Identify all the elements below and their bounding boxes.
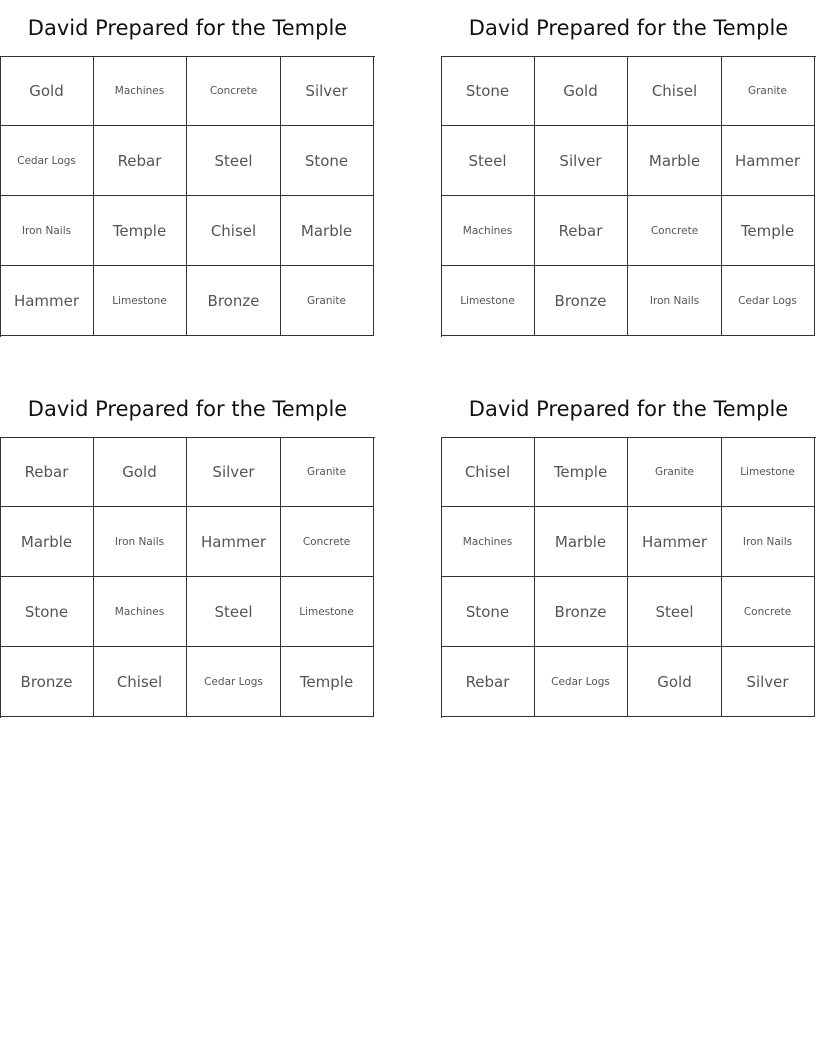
grid-cell: Hammer (187, 507, 281, 577)
grid-cell: Chisel (93, 647, 187, 717)
bingo-grid (441, 437, 816, 718)
grid-cell: Bronze (534, 266, 628, 336)
grid-cell: Silver (280, 56, 374, 126)
grid-cell: Steel (187, 126, 281, 196)
grid-cell: Stone (280, 126, 374, 196)
grid-cell: Rebar (0, 437, 94, 507)
grid-cell: Cedar Logs (187, 647, 281, 717)
grid-cell: Rebar (93, 126, 187, 196)
bingo-grid (441, 56, 816, 337)
grid-cell: Gold (0, 56, 94, 126)
grid-cell: Cedar Logs (0, 126, 94, 196)
grid-cell: Bronze (0, 647, 94, 717)
grid-cell: Granite (280, 437, 374, 507)
grid-cell: Granite (721, 56, 815, 126)
grid-cell: Concrete (187, 56, 281, 126)
grid-cell: Stone (441, 56, 535, 126)
grid-cell: Chisel (441, 437, 535, 507)
grid-cell: Marble (628, 126, 722, 196)
grid-cell: Gold (93, 437, 187, 507)
grid-cell: Stone (441, 577, 535, 647)
grid-cell: Concrete (280, 507, 374, 577)
grid-cell: Concrete (628, 196, 722, 266)
grid-cell: Gold (534, 56, 628, 126)
grid-cell: Bronze (534, 577, 628, 647)
grid-cell: Stone (0, 577, 94, 647)
grid-cell: Cedar Logs (721, 266, 815, 336)
grid-cell: Silver (187, 437, 281, 507)
card-title: David Prepared for the Temple (468, 16, 789, 40)
bingo-grid (0, 437, 375, 718)
grid-cell: Limestone (93, 266, 187, 336)
grid-cell: Silver (721, 647, 815, 717)
card-title: David Prepared for the Temple (27, 397, 348, 421)
grid-cell: Hammer (0, 266, 94, 336)
grid-cell: Marble (534, 507, 628, 577)
grid-cell: Chisel (628, 56, 722, 126)
grid-cell: Steel (628, 577, 722, 647)
grid-cell: Iron Nails (628, 266, 722, 336)
grid-cell: Cedar Logs (534, 647, 628, 717)
grid-cell: Rebar (534, 196, 628, 266)
grid-cell: Machines (441, 196, 535, 266)
grid-cell: Iron Nails (0, 196, 94, 266)
grid-cell: Concrete (721, 577, 815, 647)
grid-cell: Chisel (187, 196, 281, 266)
card-title: David Prepared for the Temple (27, 16, 348, 40)
grid-cell: Silver (534, 126, 628, 196)
grid-cell: Temple (93, 196, 187, 266)
grid-cell: Hammer (721, 126, 815, 196)
grid-cell: Bronze (187, 266, 281, 336)
grid-cell: Marble (280, 196, 374, 266)
grid-cell: Iron Nails (93, 507, 187, 577)
grid-cell: Steel (441, 126, 535, 196)
grid-cell: Machines (93, 577, 187, 647)
grid-cell: Limestone (721, 437, 815, 507)
grid-cell: Temple (534, 437, 628, 507)
grid-cell: Temple (280, 647, 374, 717)
grid-cell: Limestone (280, 577, 374, 647)
grid-cell: Machines (441, 507, 535, 577)
grid-cell: Granite (280, 266, 374, 336)
grid-cell: Granite (628, 437, 722, 507)
grid-cell: Hammer (628, 507, 722, 577)
grid-cell: Rebar (441, 647, 535, 717)
card-title: David Prepared for the Temple (468, 397, 789, 421)
grid-cell: Machines (93, 56, 187, 126)
grid-cell: Temple (721, 196, 815, 266)
grid-cell: Gold (628, 647, 722, 717)
grid-cell: Steel (187, 577, 281, 647)
grid-cell: Marble (0, 507, 94, 577)
bingo-grid (0, 56, 375, 337)
grid-cell: Iron Nails (721, 507, 815, 577)
grid-cell: Limestone (441, 266, 535, 336)
